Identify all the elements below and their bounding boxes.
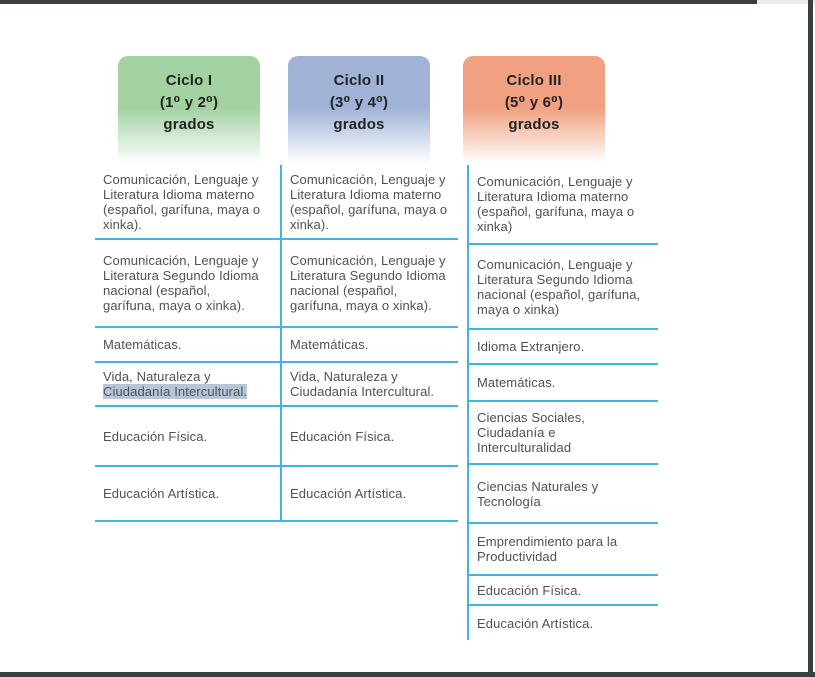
page-bottom-border [0, 672, 815, 677]
ciclo-3-grades: (5⁰ y 6⁰) [504, 94, 564, 111]
subject-cell [282, 363, 458, 407]
ciclo-3-title: Ciclo III [506, 72, 562, 89]
ciclo-2-grades: (3⁰ y 4⁰) [329, 94, 389, 111]
subject-text: Matemáticas. [477, 375, 556, 390]
ciclo-3-subjects-column [467, 165, 658, 640]
subject-text: Matemáticas. [103, 337, 182, 352]
subject-text: Educación Física. [477, 582, 582, 598]
subject-cell [469, 165, 658, 245]
subject-text: Comunicación, Lenguaje y Literatura Idioma materno (español, garífuna, maya o xinka). [290, 171, 448, 232]
subject-text: Comunicación, Lenguaje y Literatura Segundo Idioma nacional (español, garífuna, maya o xinka) [477, 256, 641, 317]
subject-text: Emprendimiento para la Productividad [477, 534, 618, 564]
subject-cell [469, 402, 658, 465]
subject-text: Vida, Naturaleza y [103, 369, 211, 384]
subject-cell [95, 240, 280, 328]
ciclo-1-grades: (1⁰ y 2⁰) [159, 94, 219, 111]
subject-cell [95, 328, 280, 363]
ciclo-3-grades-label: grados [508, 116, 560, 133]
subject-cell [282, 240, 458, 328]
subject-cell [469, 465, 658, 524]
subject-cell [95, 165, 280, 240]
ciclo-1-header [118, 56, 260, 164]
ciclo-2-title: Ciclo II [333, 72, 385, 89]
subject-text: Matemáticas. [290, 337, 369, 352]
ciclo-2-subjects-column [280, 165, 458, 522]
subject-cell [469, 576, 658, 606]
ciclo-1-title: Ciclo I [165, 72, 213, 89]
page-right-border [808, 0, 813, 677]
subject-cell [95, 363, 280, 407]
subject-cell [469, 606, 658, 640]
subject-text: Ciencias Naturales y Tecnología [477, 478, 599, 509]
subject-cell [469, 524, 658, 576]
ciclo-2-header [288, 56, 430, 164]
selected-text: Ciudadanía Intercultural. [103, 384, 248, 399]
subject-text: Educación Física. [103, 428, 208, 444]
subject-cell [469, 365, 658, 402]
subject-text: Comunicación, Lenguaje y Literatura Idioma materno (español, garífuna, maya o xinka). [103, 171, 261, 232]
subject-text: Comunicación, Lenguaje y Literatura Idioma materno (español, garífuna, maya o xinka) [477, 174, 635, 234]
subject-cell [469, 330, 658, 365]
subject-text: Vida, Naturaleza y Ciudadanía Intercultural. [290, 369, 435, 399]
page-top-border-light [757, 0, 815, 4]
subject-text: Educación Artística. [290, 486, 407, 501]
subject-text: Educación Artística. [103, 486, 220, 501]
ciclo-3-header [463, 56, 605, 164]
subject-cell [282, 328, 458, 363]
subject-text: Ciencias Sociales, Ciudadanía e Interculturalidad [477, 410, 586, 455]
page-top-border [0, 0, 757, 4]
subject-cell [95, 407, 280, 467]
subject-cell [469, 245, 658, 330]
subject-text: Comunicación, Lenguaje y Literatura Segundo Idioma nacional (español, garífuna, maya o xinka). [290, 253, 446, 313]
subject-cell [282, 165, 458, 240]
subject-text: Comunicación, Lenguaje y Literatura Segundo Idioma nacional (español, garífuna, maya o xinka). [103, 253, 259, 313]
subject-cell [282, 407, 458, 467]
ciclo-1-subjects-column [95, 165, 280, 522]
ciclo-1-grades-label: grados [163, 116, 215, 133]
subject-text: Educación Artística. [477, 615, 594, 631]
subject-cell [95, 467, 280, 522]
subject-text: Educación Física. [290, 428, 395, 444]
subject-cell [282, 467, 458, 522]
ciclo-2-grades-label: grados [333, 116, 385, 133]
subject-text: Idioma Extranjero. [477, 339, 585, 354]
